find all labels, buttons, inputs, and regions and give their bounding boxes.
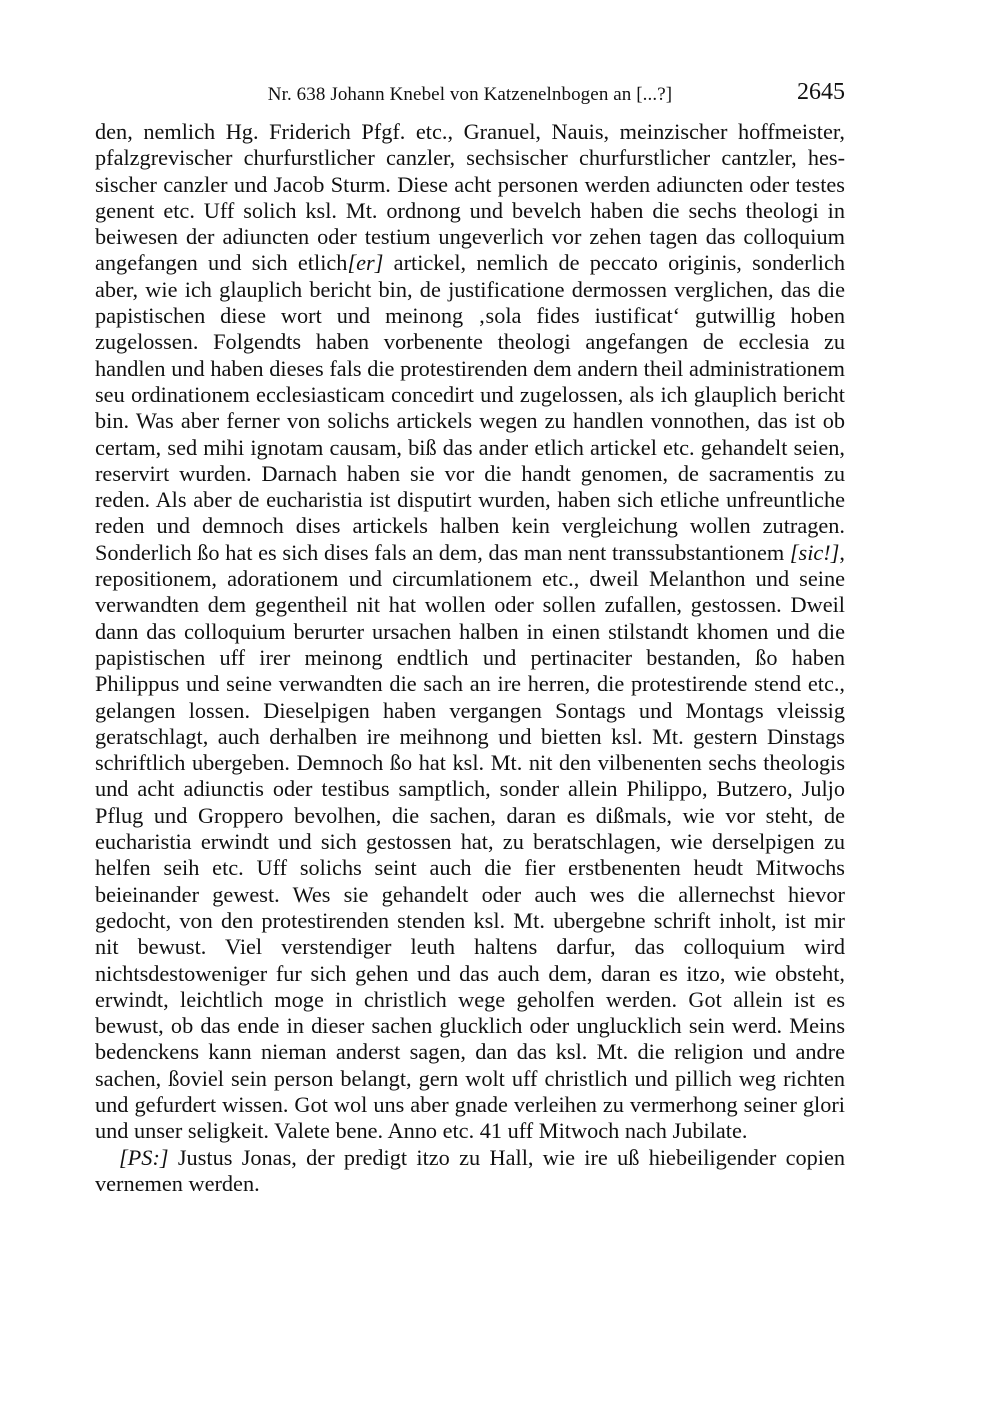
editorial-sic-note: [sic!] <box>789 539 840 565</box>
page-number: 2645 <box>797 79 845 105</box>
postscript-label: [PS:] <box>119 1144 169 1170</box>
running-title: Nr. 638 Johann Knebel von Katzenelnbogen an [...?] <box>267 84 673 105</box>
postscript-paragraph <box>95 1145 845 1198</box>
editorial-insertion: [er] <box>347 250 384 276</box>
postscript-text: Justus Jonas, der predigt itzo zu Hall, wie ire uß hiebeiligender copien vernemen werden. <box>95 1144 845 1196</box>
running-head <box>95 80 845 114</box>
body-text <box>95 119 845 1197</box>
letter-paragraph <box>95 119 845 1145</box>
letter-text-part-3: , repositionem, adorationem und circumlationem etc., dweil Melanthon und seine verwandten dem gegentheil nit hat wollen oder sollen zufallen, gestossen. Dweil dann das colloquium berurter ursachen halben in einen stilstandt khomen und die papistischen uff irer meinong endtlich und pertinaciter bestanden, ßo haben Philippus und seine verwandten die sach an ire herren, die protestirende stend etc., gelangen lossen. Dieselpigen haben vergangen Sontags und Montags vleissig geratschlagt, auch derhalben ire meihnong und bietten ksl. Mt. gestern Dinstags schriftlich ubergeben. Demnoch ßo hat ksl. Mt. nit den vilbenenten sechs theologis und acht adiunctis oder testibus samptlich, sonder allein Philippo, Butzero, Juljo Pflug und Groppero bevolhen, die sachen, daran es dißmals, wie vor steht, de eucharistia erwindt und sich gestossen hat, zu beratschlagen, wie derselpigen zu helfen seih etc. Uff solichs seint auch die fier erstbenenten heudt Mitwochs beieinander gewest. Wes sie gehandelt oder auch wes die allernechst hievor gedocht, von den protestirenden stenden ksl. Mt. ubergebne schrift inholt, ist mir nit bewust. Viel verstendiger leuth haltens darfur, das colloquium wird nichtsdestoweniger fur sich gehen und das auch dem, daran es itzo, wie obsteht, erwindt, leichtlich moge in christlich wege geholfen werden. Got allein ist es bewust, ob das ende in dieser sachen glucklich oder unglucklich sein werd. Meins bedenckens kann nieman anderst sagen, dan das ksl. Mt. die religion und andre sachen, ßoviel sein person belangt, gern wolt uff christlich und pillich weg richten und gefurdert wissen. Got wol uns aber gnade verleihen zu vermerhong seiner glori und unser seligkeit. Valete bene. Anno etc. 41 uff Mitwoch nach Jubilate. <box>95 539 845 1144</box>
letter-text-part-1: den, nemlich Hg. Friderich Pfgf. etc., Granuel, Nauis, meinzischer hoffmeister, pfalzgrevischer churfurstlicher canzler, sechsischer churfurstlicher cantzler, hessischer canzler und Jacob Sturm. Diese acht personen werden adiuncten oder testes genent etc. Uff solich ksl. Mt. ordnong und bevelch haben die sechs theologi in beiwesen der adiuncten oder testium ungeverlich vor zehen tagen das colloquium angefangen und sich etlich <box>95 119 845 276</box>
letter-text-part-2: artickel, nemlich de peccato originis, sonderlich aber, wie ich glauplich bericht bin, de justificatione dermossen verglichen, das die papistischen diese wort und meinong ‚sola fides iustificat‘ gutwillig hoben zugelossen. Folgendts haben vorbenente theologi angefangen de ecclesia zu handlen und haben dieses fals die protestirenden dem andern theil administrationem seu ordinationem ecclesiasticam concedirt und zugelossen, als ich glauplich bericht bin. Was aber ferner von solichs artickels wegen zu handlen vonnothen, das ist ob certam, sed mihi ignotam causam, biß das ander etlich artickel etc. gehandelt seien, reservirt wurden. Darnach haben sie vor die handt genomen, de sacramentis zu reden. Als aber de eucharistia ist disputirt wurden, haben sich etliche unfreuntliche reden und demnoch dises artickels halben kein vergleichung wollen zutragen. Sonderlich ßo hat es sich dises fals an dem, das man nent transsubstantionem <box>95 250 845 565</box>
